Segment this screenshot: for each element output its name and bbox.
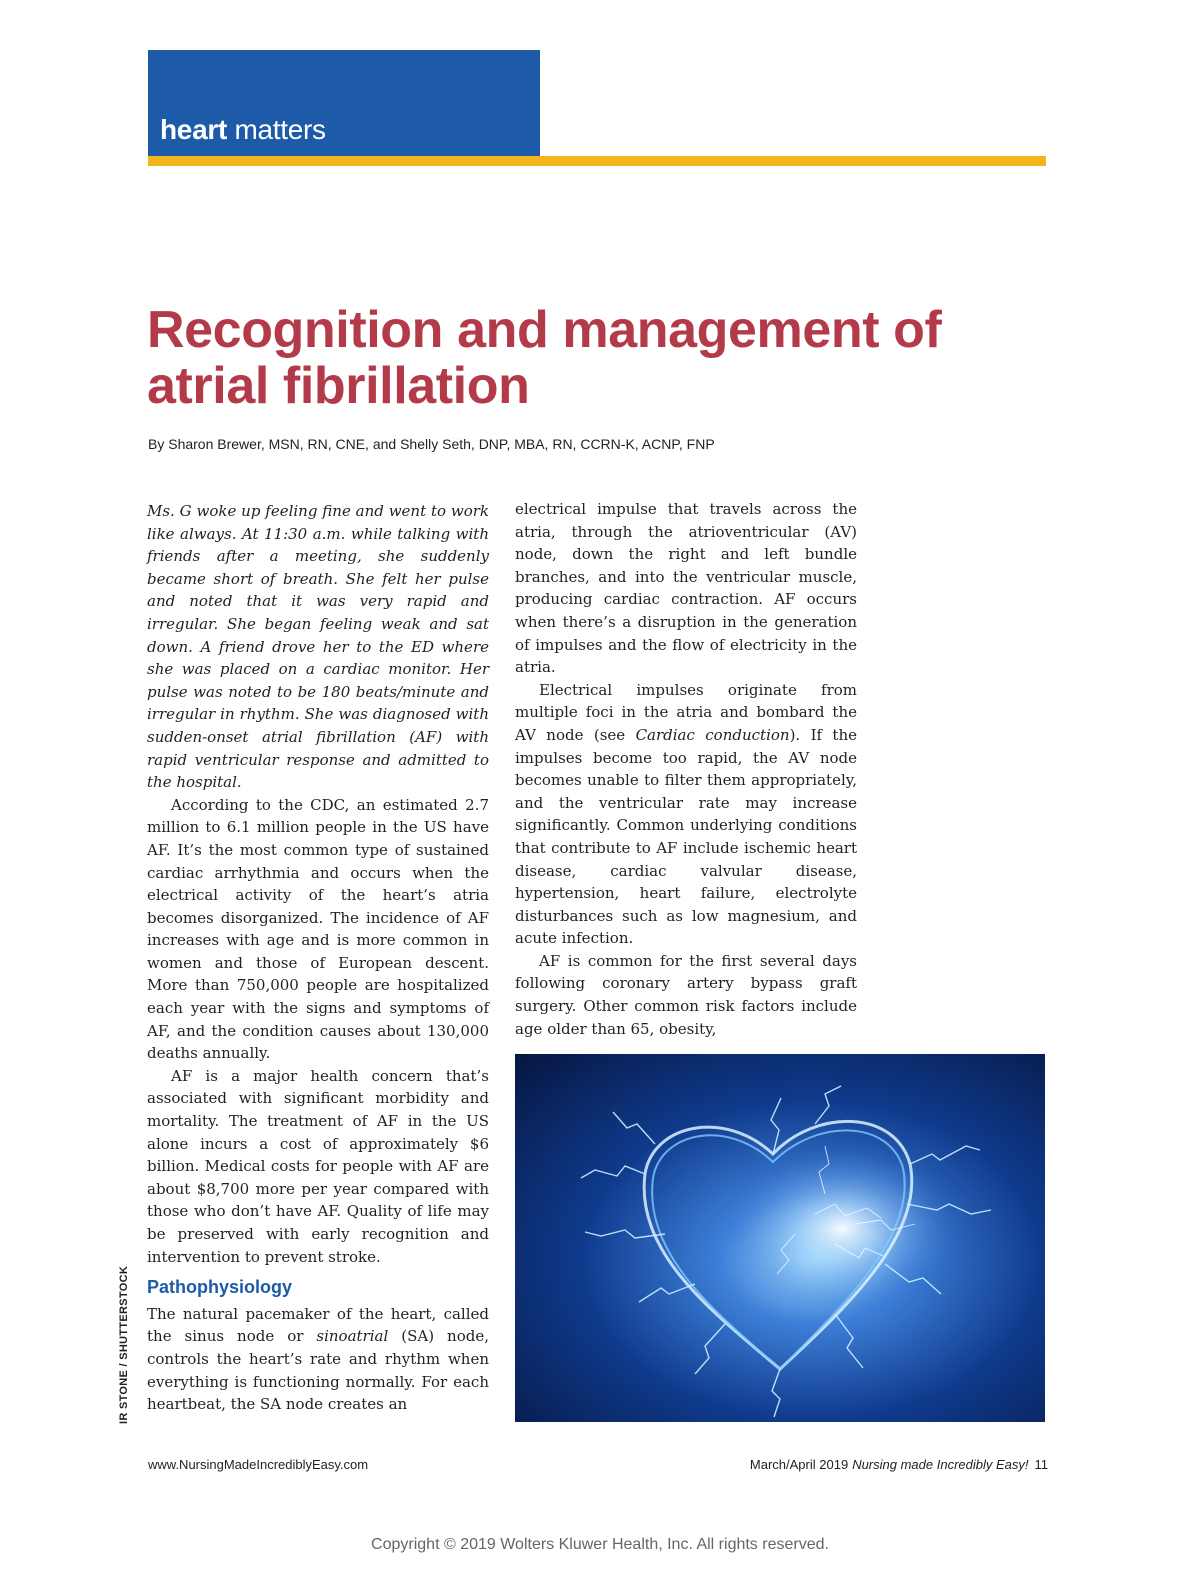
paragraph-risk-factors: AF is common for the first several days following coronary artery bypass graft surgery. Other common risk factors include age older than 65, obesity, (515, 951, 857, 1038)
patho-term: sinoatrial (316, 1327, 389, 1346)
footer-issue: March/April 2019 (749, 1457, 849, 1472)
section-banner (148, 50, 540, 156)
header-rule (148, 156, 1046, 166)
column-right (515, 498, 857, 1040)
subhead-pathophysiology: Pathophysiology (147, 1277, 293, 1298)
photo-credit: IR STONE / SHUTTERSTOCK (118, 1265, 130, 1424)
footer-issue-info (750, 1457, 1048, 1472)
paragraph-health-concern: AF is a major health concern that’s associated with significant morbidity and mortality. The treatment of AF in the US alone incurs a cost of approximately $6 billion. Medical costs for people with AF are about $8,700 more per year compared with those who don’t have AF. Quality of life may be preserved with early recognition and intervention to prevent stroke. (147, 1066, 489, 1266)
section-label-rest: matters (226, 114, 326, 145)
impulses-text-a: Electrical impulses originate from multiple foci in the atria and bombard the AV node (see (515, 680, 857, 744)
electric-heart-illustration (515, 1054, 1045, 1422)
patho-text-a: The natural pacemaker of the heart, called the sinus node or (147, 1304, 489, 1346)
copyright-notice: Copyright © 2019 Wolters Kluwer Health, Inc. All rights reserved. (371, 1536, 829, 1553)
footer-website-link[interactable]: www.NursingMadeIncrediblyEasy.com (148, 1457, 369, 1472)
lead-paragraph: Ms. G woke up feeling fine and went to work like always. At 11:30 a.m. while talking with friends after a meeting, she suddenly became short of breath. She felt her pulse and noted that it was very rapid and irregular. She began feeling weak and sat down. A friend drove her to the ED where she was placed on a cardiac monitor. Her pulse was noted to be 180 beats/minute and irregular in rhythm. She was diagnosed with sudden-onset atrial fibrillation (AF) with rapid ventricular response and admitted to the hospital. (147, 502, 489, 792)
paragraph-conduction: electrical impulse that travels across the atria, through the atrioventricular (AV) node, down the right and left bundle branches, and into the ventricular muscle, producing cardiac contraction. AF occurs when there’s a disruption in the generation of impulses and the flow of electricity in the atria. (515, 500, 857, 677)
byline: By Sharon Brewer, MSN, RN, CNE, and Shelly Seth, DNP, MBA, RN, CCRN-K, ACNP, FNP (148, 436, 715, 452)
article-title: Recognition and management of atrial fibrillation (147, 301, 942, 415)
column-left (147, 500, 489, 1416)
paragraph-cdc: According to the CDC, an estimated 2.7 million to 6.1 million people in the US have AF. It’s the most common type of sustained cardiac arrhythmia and occurs when the electrical activity of the heart’s atria becomes disorganized. The incidence of AF increases with age and is more common in women and those of European descent. More than 750,000 people are hospitalized each year with the signs and symptoms of AF, and the condition causes about 130,000 deaths annually. (147, 795, 489, 1063)
patho-text-b: (SA) node, controls the heart’s rate and rhythm when everything is functioning normally. For each heartbeat, the SA node creates an (147, 1327, 489, 1414)
impulses-text-b: ). If the impulses become too rapid, the AV node becomes unable to filter them appropriately, and the ventricular rate may increase significantly. Common underlying conditions that contribute to AF include ischemic heart disease, cardiac valvular disease, hypertension, heart failure, electrolyte disturbances such as low magnesium, and acute infection. (515, 725, 858, 948)
paragraph-pathophysiology (147, 1303, 489, 1416)
section-label-bold: heart (160, 114, 227, 145)
section-label (160, 114, 326, 146)
electric-heart-photo (515, 1054, 1045, 1422)
paragraph-impulses (515, 679, 857, 950)
footer-magazine: Nursing made Incredibly Easy! (852, 1457, 1029, 1472)
heart-glow (645, 1104, 985, 1344)
figure-reference-link: Cardiac conduction (635, 725, 790, 744)
page-number: 11 (1034, 1457, 1048, 1472)
